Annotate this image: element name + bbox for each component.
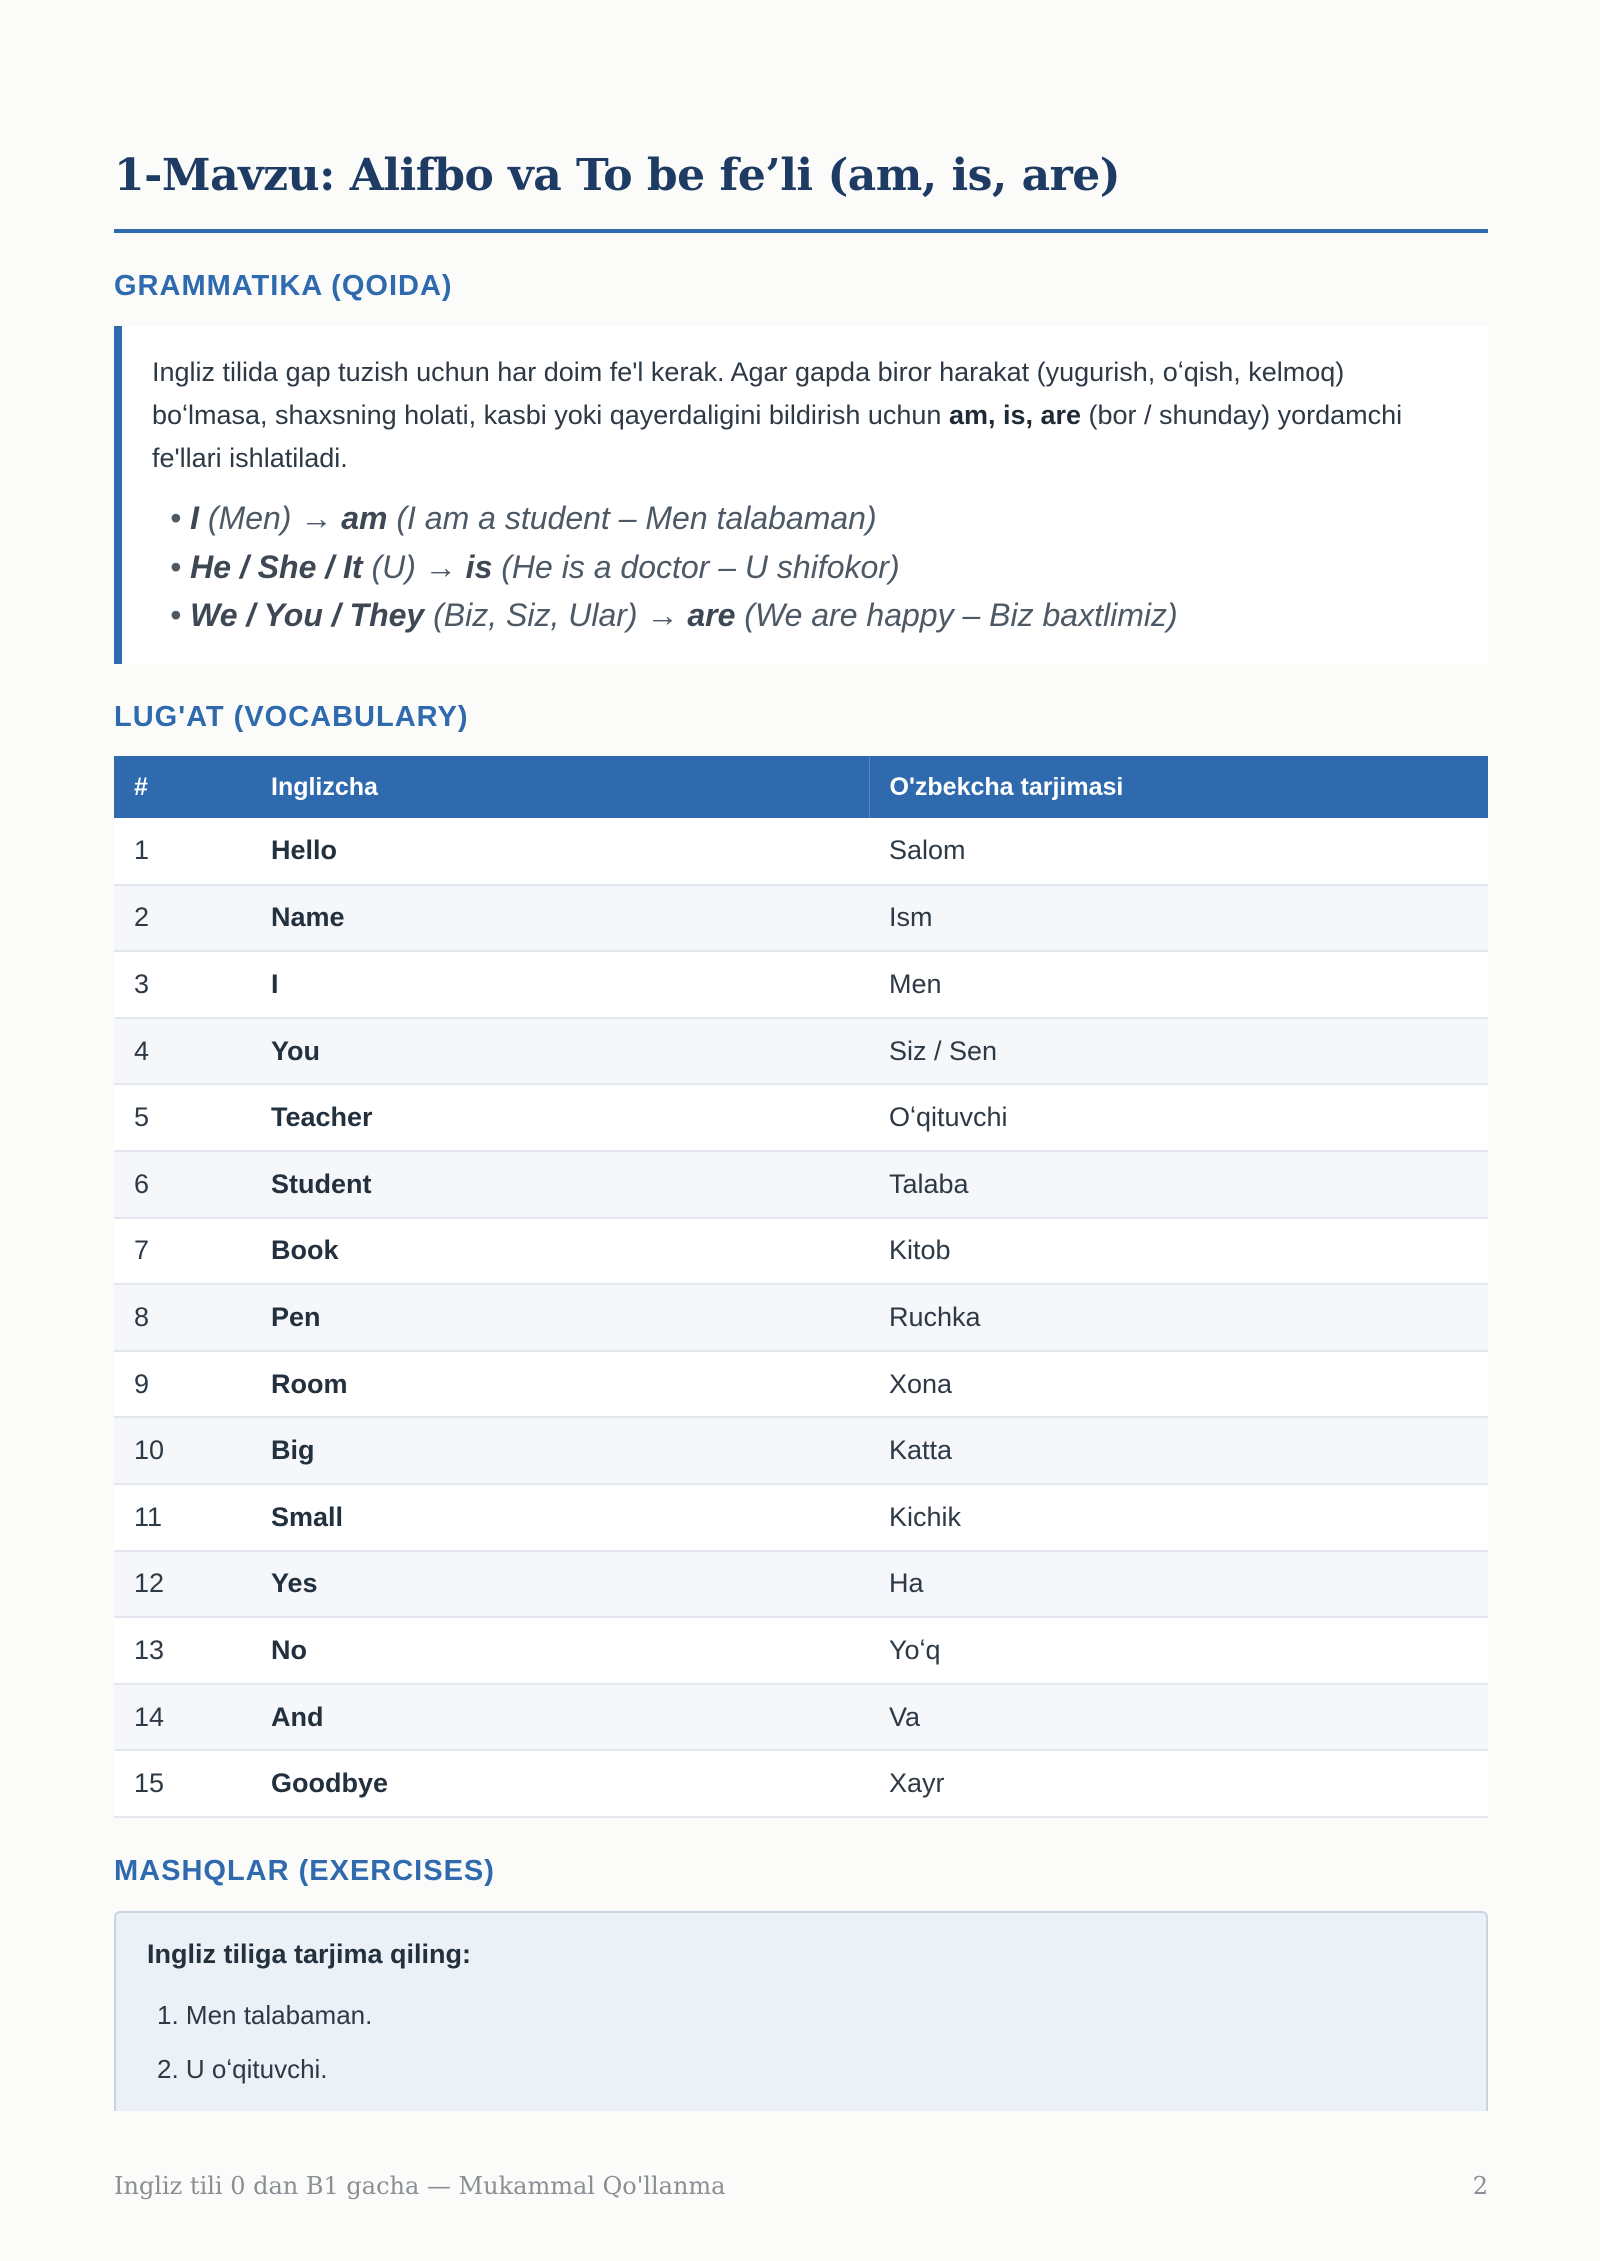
cell-english-word: No — [251, 1617, 869, 1684]
table-row — [114, 818, 1488, 885]
cell-number: 12 — [114, 1551, 251, 1618]
bullet-subject: He / She / It — [190, 548, 363, 585]
vocabulary-table — [114, 756, 1488, 1818]
grammar-bullet-list — [152, 494, 1458, 640]
table-row — [114, 1084, 1488, 1151]
grammar-bullet: • I (Men) → am (I am a student – Men talabaman) — [170, 500, 877, 536]
grammar-text-after: (bor / shunday) yordamchi fe'llari ishlatiladi. — [152, 400, 1403, 473]
table-row — [114, 951, 1488, 1018]
exercise-item: 1. Men talabaman. — [157, 2000, 373, 2030]
cell-uzbek-translation: Men — [869, 951, 1488, 1018]
table-row — [114, 885, 1488, 952]
cell-english-word: Teacher — [251, 1084, 869, 1151]
cell-english-word: Book — [251, 1218, 869, 1285]
vocabulary-table-body — [114, 818, 1488, 1817]
column-header-uzbek: O'zbekcha tarjimasi — [869, 756, 1488, 818]
bullet-verb: is — [465, 548, 493, 585]
bullet-verb: am — [341, 500, 388, 536]
grammar-rule-box — [114, 326, 1488, 664]
footer-title: Ingliz tili 0 dan B1 gacha — Mukammal Qo'llanma — [114, 2172, 726, 2200]
cell-english-word: Name — [251, 885, 869, 952]
table-row — [114, 1218, 1488, 1285]
table-row — [114, 1551, 1488, 1618]
table-row — [114, 1750, 1488, 1817]
cell-uzbek-translation: Salom — [869, 818, 1488, 885]
table-row — [114, 1684, 1488, 1751]
cell-number: 2 — [114, 885, 251, 952]
cell-number: 6 — [114, 1151, 251, 1218]
cell-number: 5 — [114, 1084, 251, 1151]
cell-english-word: And — [251, 1684, 869, 1751]
cell-uzbek-translation: Talaba — [869, 1151, 1488, 1218]
grammar-paragraph — [152, 351, 1458, 480]
bullet-example: (We are happy – Biz baxtlimiz) — [735, 597, 1178, 633]
column-header-english: Inglizcha — [251, 756, 869, 818]
cell-english-word: Big — [251, 1417, 869, 1484]
cell-number: 13 — [114, 1617, 251, 1684]
page-number: 2 — [1472, 2172, 1488, 2200]
cell-uzbek-translation: Va — [869, 1684, 1488, 1751]
table-header-row — [114, 756, 1488, 818]
cell-uzbek-translation: Kitob — [869, 1218, 1488, 1285]
cell-english-word: I — [251, 951, 869, 1018]
cell-number: 15 — [114, 1750, 251, 1817]
cell-number: 11 — [114, 1484, 251, 1551]
table-row — [114, 1151, 1488, 1218]
bullet-example: (He is a doctor – U shifokor) — [492, 548, 900, 585]
cell-english-word: Hello — [251, 818, 869, 885]
table-row — [114, 1018, 1488, 1085]
exercise-item: 2. U oʻqituvchi. — [157, 2054, 328, 2084]
cell-uzbek-translation: Siz / Sen — [869, 1018, 1488, 1085]
cell-english-word: Yes — [251, 1551, 869, 1618]
cell-uzbek-translation: Ha — [869, 1551, 1488, 1618]
title-divider — [114, 229, 1488, 233]
cell-uzbek-translation: Katta — [869, 1417, 1488, 1484]
bullet-subject: I — [190, 500, 199, 536]
exercise-box — [114, 1911, 1488, 2111]
table-row — [114, 1351, 1488, 1418]
cell-number: 10 — [114, 1417, 251, 1484]
cell-number: 1 — [114, 818, 251, 885]
bullet-verb: are — [687, 597, 736, 633]
cell-english-word: You — [251, 1018, 869, 1085]
cell-number: 14 — [114, 1684, 251, 1751]
cell-uzbek-translation: Oʻqituvchi — [869, 1084, 1488, 1151]
bullet-subject-note: (U) → — [362, 548, 466, 585]
bullet-subject-note: (Men) → — [198, 500, 342, 536]
cell-number: 7 — [114, 1218, 251, 1285]
cell-english-word: Pen — [251, 1284, 869, 1351]
cell-number: 4 — [114, 1018, 251, 1085]
table-row — [114, 1284, 1488, 1351]
cell-uzbek-translation: Xona — [869, 1351, 1488, 1418]
bullet-subject: We / You / They — [190, 597, 425, 633]
grammar-text-bold: am, is, are — [948, 400, 1082, 430]
cell-number: 8 — [114, 1284, 251, 1351]
cell-english-word: Goodbye — [251, 1750, 869, 1817]
cell-uzbek-translation: Xayr — [869, 1750, 1488, 1817]
grammar-bullet: • He / She / It (U) → is (He is a doctor – U shifokor) — [170, 548, 900, 585]
table-row — [114, 1617, 1488, 1684]
table-row — [114, 1484, 1488, 1551]
grammar-heading: GRAMMATIKA (QOIDA) — [114, 270, 453, 302]
exercise-task: Ingliz tiliga tarjima qiling: — [147, 1939, 472, 1969]
cell-english-word: Small — [251, 1484, 869, 1551]
cell-uzbek-translation: Ism — [869, 885, 1488, 952]
grammar-text-before: Ingliz tilida gap tuzish uchun har doim fe'l kerak. Agar gapda biror harakat (yugurish, oʻqish, kelmoq) boʻlmasa, shaxsning holati, kasbi yoki qayerdaligini bildirish uchun — [152, 357, 1345, 430]
cell-uzbek-translation: Yoʻq — [869, 1617, 1488, 1684]
exercise-list — [147, 1988, 1486, 2096]
table-row — [114, 1417, 1488, 1484]
cell-number: 9 — [114, 1351, 251, 1418]
grammar-bullet: • We / You / They (Biz, Siz, Ular) → are (We are happy – Biz baxtlimiz) — [170, 597, 1178, 633]
bullet-example: (I am a student – Men talabaman) — [387, 500, 877, 536]
page-title: 1-Mavzu: Alifbo va To be fe’li (am, is, are) — [114, 150, 1121, 201]
bullet-subject-note: (Biz, Siz, Ular) → — [424, 597, 688, 633]
cell-number: 3 — [114, 951, 251, 1018]
cell-english-word: Room — [251, 1351, 869, 1418]
cell-uzbek-translation: Ruchka — [869, 1284, 1488, 1351]
exercises-heading: MASHQLAR (EXERCISES) — [114, 1855, 495, 1887]
cell-uzbek-translation: Kichik — [869, 1484, 1488, 1551]
vocabulary-heading: LUG'AT (VOCABULARY) — [114, 701, 469, 733]
cell-english-word: Student — [251, 1151, 869, 1218]
column-header-number: # — [114, 756, 251, 818]
